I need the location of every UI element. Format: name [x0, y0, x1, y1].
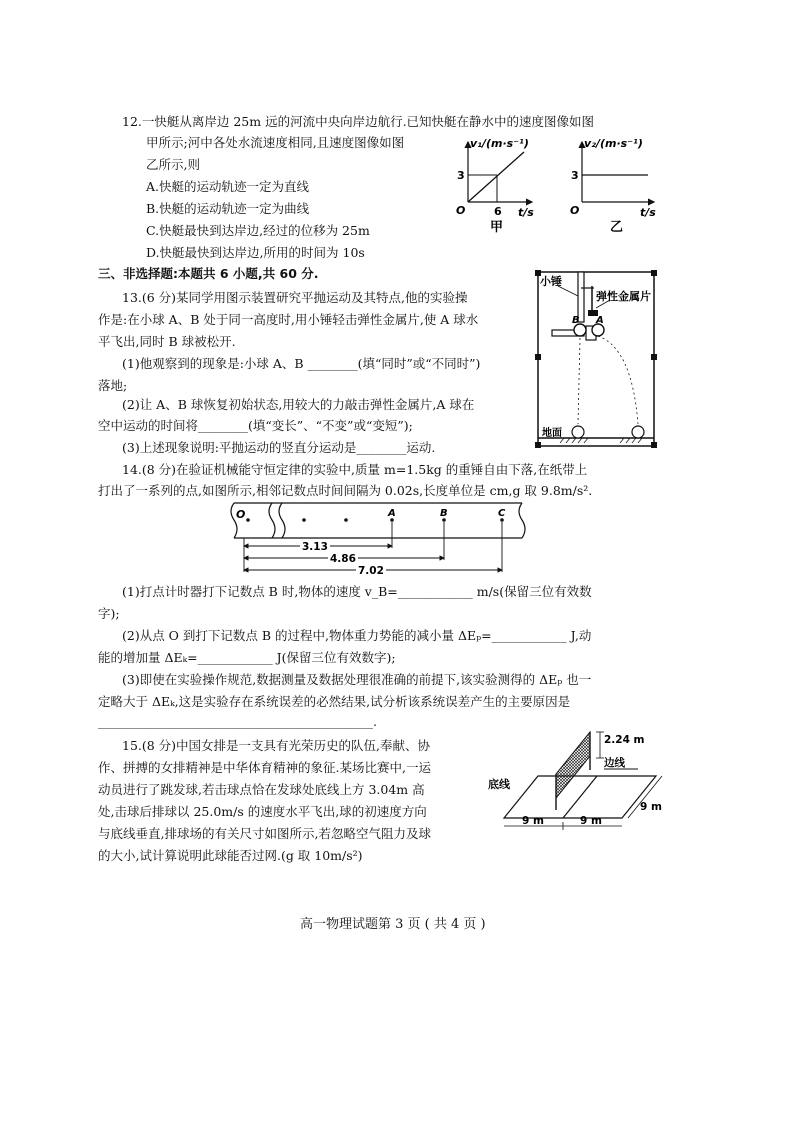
q14-part1-a: (1)打点计时器打下记数点 B 时,物体的速度 v_B=____________ m/s(保留三位有效数	[122, 584, 592, 599]
q15-line6: 的大小,试计算说明此球能否过网.(g 取 10m/s²)	[98, 848, 363, 863]
q13-line5: 落地;	[98, 378, 128, 393]
q15-line3: 动员进行了跳发球,若击球点恰在发球处底线上方 3.04m 高	[98, 782, 425, 797]
ball-b-trajectory	[578, 338, 580, 424]
graph-jia-caption: 甲	[490, 220, 504, 234]
q13-line2: 作是:在小球 A、B 处于同一高度时,用小锤轻击弹性金属片,使 A 球水	[98, 312, 479, 327]
ball-a-landed	[632, 426, 644, 438]
graph-jia-tick-3: 3	[457, 169, 465, 182]
q15-line5: 与底线垂直,排球场的有关尺寸如图所示,若忽略空气阻力及球	[98, 826, 431, 841]
q12-option-b: B.快艇的运动轨迹一定为曲线	[146, 201, 310, 216]
q12-line1: 12.一快艇从离岸边 25m 远的河流中央向岸边航行.已知快艇在静水中的速度图像如图	[122, 114, 595, 129]
court-half-length-2: 9 m	[580, 815, 602, 827]
sideline-label: 边线	[604, 757, 625, 769]
graph-yi-tick-3: 3	[571, 169, 579, 182]
q13-apparatus-figure	[534, 268, 658, 450]
q12-option-d: D.快艇最快到达岸边,所用的时间为 10s	[146, 245, 365, 260]
graph-jia-ylabel: v₁/(m·s⁻¹)	[470, 137, 529, 150]
graph-yi-xlabel: t/s	[640, 206, 656, 219]
q15-line1: 15.(8 分)中国女排是一支具有光荣历史的队伍,奉献、协	[122, 738, 431, 753]
q15-court-figure	[486, 726, 666, 834]
graph-yi-origin: O	[570, 204, 580, 217]
q12-line2: 甲所示;河中各处水流速度相同,且速度图像如图	[146, 135, 405, 150]
court-width-label: 9 m	[640, 801, 662, 813]
graph-jia	[448, 134, 538, 234]
q14-part2-b: 能的增加量 ΔEₖ=____________ J(保留三位有效数字);	[98, 650, 396, 665]
q13-line1: 13.(6 分)某同学用图示装置研究平抛运动及其特点,他的实验操	[122, 290, 468, 305]
q14-line2: 打出了一系列的点,如图所示,相邻记数点时间间隔为 0.02s,长度单位是 cm,g 取 9.8m/s².	[98, 483, 593, 498]
graph-yi-caption: 乙	[610, 220, 624, 234]
graph-jia-origin: O	[456, 204, 466, 217]
q15-line2: 作、拼搏的女排精神是中华体育精神的象征.某场比赛中,一运	[98, 760, 431, 775]
tape-dim-313: 3.13	[302, 541, 328, 553]
q13-line7: 空中运动的时间将________(填“变长”、“不变”或“变短”);	[98, 418, 413, 433]
baseline-label: 底线	[488, 778, 510, 791]
q12-option-c: C.快艇最快到达岸边,经过的位移为 25m	[146, 223, 370, 238]
graph-jia-tick-6: 6	[494, 205, 502, 218]
graph-jia-xlabel: t/s	[518, 206, 534, 219]
court-half-length-1: 9 m	[522, 815, 544, 827]
section-3-heading: 三、非选择题:本题共 6 小题,共 60 分.	[98, 266, 319, 281]
q14-part2-a: (2)从点 O 到打下记数点 B 的过程中,物体重力势能的减小量 ΔEₚ=____________ J,动	[122, 628, 592, 643]
tape-label-b: B	[440, 508, 448, 519]
label-ground: 地面	[542, 428, 562, 439]
q14-part3-c: ____________________________________________.	[98, 714, 377, 729]
q12-option-a: A.快艇的运动轨迹一定为直线	[146, 179, 310, 194]
q13-line8: (3)上述现象说明:平抛运动的竖直分运动是________运动.	[122, 440, 436, 455]
tape-label-o: O	[236, 508, 246, 521]
ball-b-landed	[572, 426, 584, 438]
ball-a-trajectory	[598, 336, 638, 424]
q14-line1: 14.(8 分)在验证机械能守恒定律的实验中,质量 m=1.5kg 的重锤自由下落,在纸带上	[122, 462, 588, 477]
page-footer: 高一物理试题第 3 页 ( 共 4 页 )	[300, 917, 486, 932]
q15-line4: 处,击球后排球以 25.0m/s 的速度水平飞出,球的初速度方向	[98, 804, 427, 819]
label-plate: 弹性金属片	[596, 290, 651, 303]
q13-line3: 平飞出,同时 B 球被松开.	[98, 334, 236, 349]
q14-part3-a: (3)即使在实验操作规范,数据测量及数据处理很准确的前提下,该实验测得的 ΔEₚ 也一	[122, 672, 592, 687]
q14-tape-figure	[222, 500, 534, 578]
q12-line3: 乙所示,则	[146, 157, 200, 172]
label-a: A	[596, 315, 604, 326]
tape-label-c: C	[498, 508, 506, 519]
graph-yi	[562, 134, 662, 234]
label-b: B	[572, 315, 580, 326]
label-hammer: 小锤	[540, 275, 562, 288]
q14-part3-b: 定略大于 ΔEₖ,这是实验存在系统误差的必然结果,试分析该系统误差产生的主要原因是	[98, 694, 571, 709]
tape-label-a: A	[388, 508, 396, 519]
q14-part1-b: 字);	[98, 606, 120, 621]
tape-dim-486: 4.86	[330, 553, 356, 565]
q13-line4: (1)他观察到的现象是:小球 A、B ________(填“同时”或“不同时”)	[122, 356, 481, 371]
tape-dim-702: 7.02	[358, 565, 384, 577]
q13-line6: (2)让 A、B 球恢复初始状态,用较大的力敲击弹性金属片,A 球在	[122, 397, 475, 412]
net-height-label: 2.24 m	[604, 734, 645, 746]
graph-yi-ylabel: v₂/(m·s⁻¹)	[584, 137, 643, 150]
graph-jia-line	[468, 152, 524, 202]
